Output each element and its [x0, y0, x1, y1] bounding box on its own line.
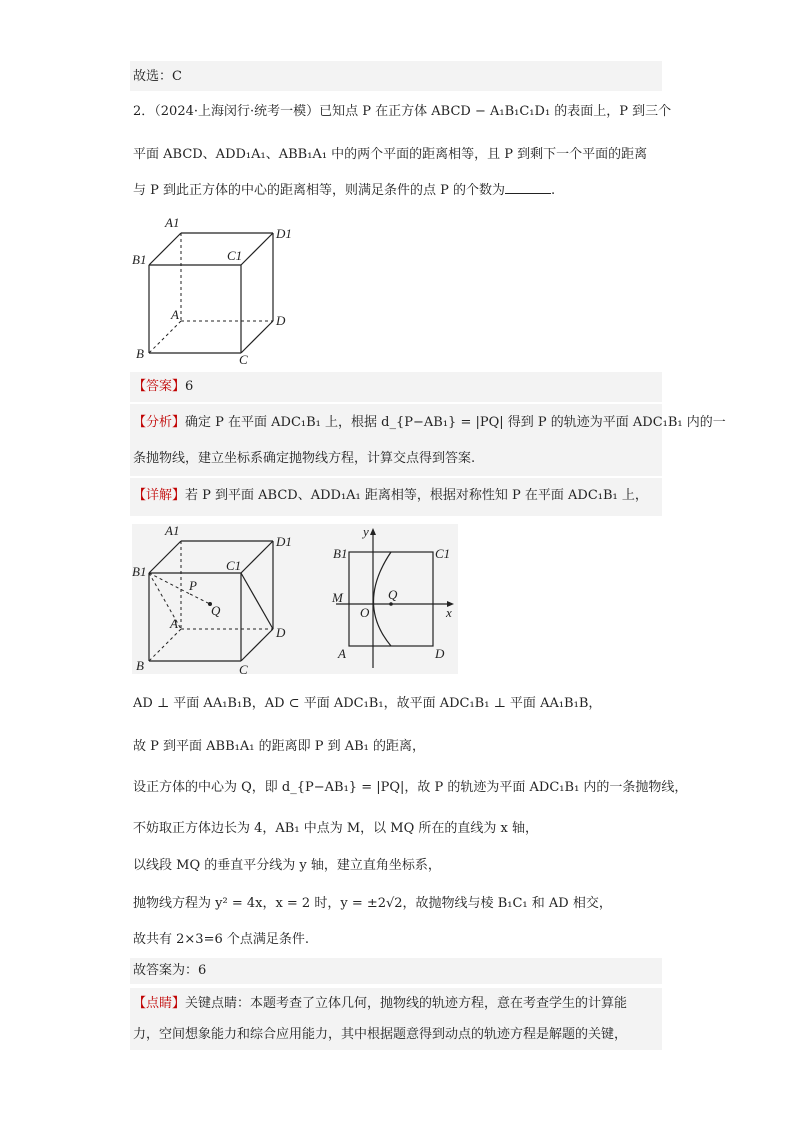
question-text-3: 与 P 到此正方体的中心的距离相等，则满足条件的点 P 的个数为 — [133, 183, 506, 198]
fig2-label-P: P — [189, 578, 197, 593]
comment-text-1: 关键点睛：本题考查了立体几何，抛物线的轨迹方程，意在考查学生的计算能 — [185, 996, 628, 1011]
plane-label-Q: Q — [388, 587, 398, 602]
label-A: A — [171, 307, 179, 322]
detail-line-1 — [133, 485, 648, 507]
label-B1: B1 — [132, 252, 147, 267]
band-answer — [130, 372, 662, 402]
label-D: D — [276, 313, 286, 328]
answer-blank — [505, 181, 551, 194]
band-choose — [130, 61, 662, 91]
step-5: 以线段 MQ 的垂直平分线为 y 轴，建立直角坐标系， — [133, 858, 441, 873]
comment-line-2: 力，空间想象能力和综合应用能力，其中根据题意得到动点的轨迹方程是解题的关键， — [133, 1027, 628, 1042]
answer-tag: 【答案】 — [133, 379, 186, 394]
question-line-3: 与 P 到此正方体的中心的距离相等，则满足条件的点 P 的个数为 . — [133, 183, 556, 198]
analysis-tag: 【分析】 — [133, 415, 186, 430]
fig2-label-B: B — [136, 658, 144, 673]
plane-label-B1: B1 — [333, 546, 348, 561]
step-6: 抛物线方程为 y² = 4x，x = 2 时，y = ±2√2，故抛物线与棱 B₁C₁ 和 AD 相交， — [133, 896, 612, 911]
plane-label-D: D — [435, 646, 445, 661]
fig2-label-C1: C1 — [226, 558, 242, 573]
label-C: C — [239, 352, 248, 367]
fig2-label-D: D — [276, 625, 286, 640]
label-B: B — [136, 346, 144, 361]
question-line-1 — [133, 101, 671, 123]
fig2-label-C: C — [239, 662, 248, 677]
label-A1: A1 — [165, 215, 180, 230]
cube-figure — [128, 212, 300, 368]
parabola-figure — [318, 522, 458, 674]
detail-text-1: 若 P 到平面 ABCD、ADD₁A₁ 距离相等，根据对称性知 P 在平面 ADC₁B₁ 上， — [185, 488, 648, 503]
step-3: 设正方体的中心为 Q，即 d_{P−AB₁} = |PQ|，故 P 的轨迹为平面 ADC₁B₁ 内的一条抛物线， — [133, 780, 688, 795]
plane-label-O: O — [360, 605, 370, 620]
fig2-label-B1: B1 — [132, 564, 147, 579]
axis-y-label: y — [363, 524, 369, 539]
step-4: 不妨取正方体边长为 4，AB₁ 中点为 M，以 MQ 所在的直线为 x 轴， — [133, 821, 538, 836]
analysis-text-1: 确定 P 在平面 ADC₁B₁ 上，根据 d_{P−AB₁} = |PQ| 得到 P 的轨迹为平面 ADC₁B₁ 内的一 — [185, 415, 726, 430]
plane-label-A: A — [338, 646, 346, 661]
question-line-2: 平面 ABCD、ADD₁A₁、ABB₁A₁ 中的两个平面的距离相等，且 P 到剩下一个平面的距离 — [133, 147, 648, 162]
plane-label-C1: C1 — [435, 546, 451, 561]
comment-tag: 【点睛】 — [133, 996, 186, 1011]
choose-line: 故选：C — [133, 69, 182, 84]
answer-line — [133, 376, 193, 398]
step-7: 故共有 2×3=6 个点满足条件. — [133, 932, 309, 947]
fig2-label-A: A — [170, 616, 178, 631]
step-1: AD ⊥ 平面 AA₁B₁B，AD ⊂ 平面 ADC₁B₁，故平面 ADC₁B₁ ⊥ 平面 AA₁B₁B， — [133, 696, 602, 711]
cube-figure-2 — [128, 520, 300, 680]
final-answer: 故答案为：6 — [133, 963, 207, 978]
comment-line-1 — [133, 993, 627, 1015]
question-text-1: 已知点 P 在正方体 ABCD − A₁B₁C₁D₁ 的表面上，P 到三个 — [319, 104, 672, 119]
question-source: （2024·上海闵行·统考一模） — [154, 104, 320, 119]
answer-value: 6 — [185, 379, 194, 394]
step-2: 故 P 到平面 ABB₁A₁ 的距离即 P 到 AB₁ 的距离， — [133, 739, 426, 754]
fig2-label-Q: Q — [211, 603, 221, 618]
fig2-label-D1: D1 — [276, 534, 292, 549]
label-C1: C1 — [227, 248, 243, 263]
axis-x-label: x — [446, 605, 452, 620]
question-number: 2． — [133, 104, 155, 119]
analysis-line-1 — [133, 412, 726, 434]
analysis-line-2: 条抛物线，建立坐标系确定抛物线方程，计算交点得到答案. — [133, 451, 476, 466]
band-final — [130, 958, 662, 984]
detail-tag: 【详解】 — [133, 488, 186, 503]
label-D1: D1 — [276, 226, 292, 241]
fig2-label-A1: A1 — [165, 523, 180, 538]
plane-label-M: M — [332, 590, 343, 605]
